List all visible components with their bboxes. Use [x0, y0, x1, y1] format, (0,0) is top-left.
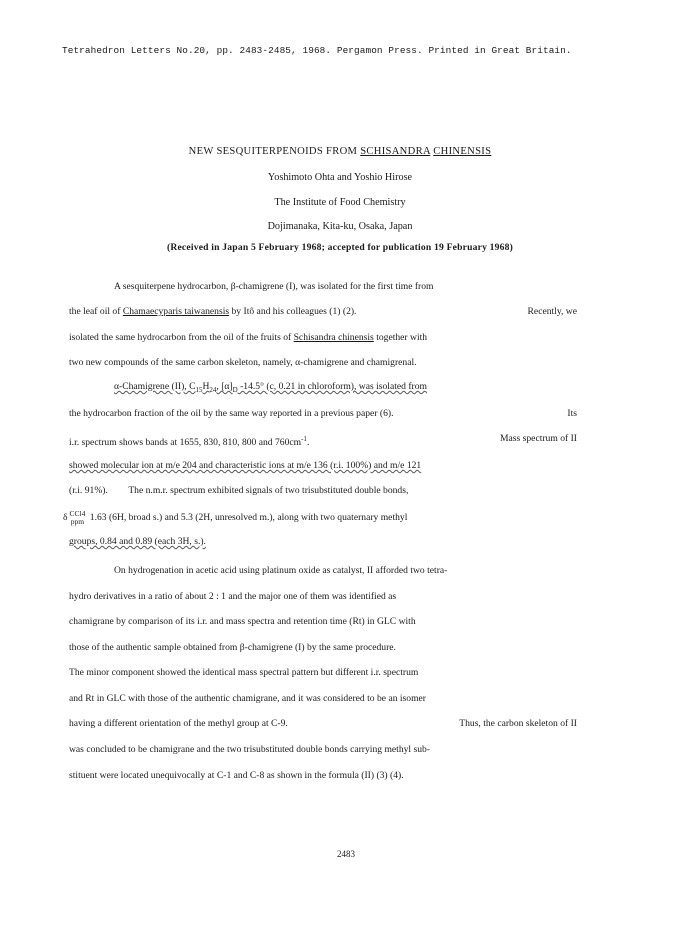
- rotation-sub-d: D: [232, 386, 238, 394]
- authors: Yoshimoto Ohta and Yoshio Hirose: [267, 172, 413, 183]
- para3-line7-a: having a different orientation of the methyl group at C-9.: [69, 718, 288, 729]
- para2-line1-b: H: [202, 381, 210, 392]
- para1-line2-c: Recently, we: [527, 306, 577, 317]
- para1-line3-b: together with: [373, 332, 428, 343]
- para1-line3: [69, 332, 427, 344]
- para1-line2: [69, 306, 577, 318]
- delta-symbol: δ: [63, 512, 68, 524]
- formula-sub-15: 15: [195, 386, 203, 394]
- address: Dojimanaka, Kita-ku, Osaka, Japan: [267, 221, 413, 232]
- para3-line3: chamigrane by comparison of its i.r. and mass spectra and retention time (Rt) in GLC with: [69, 616, 416, 627]
- institute: The Institute of Food Chemistry: [274, 197, 406, 208]
- page-number: 2483: [337, 849, 355, 859]
- para2-line5-b: The n.m.r. spectrum exhibited signals of two trisubstituted double bonds,: [128, 485, 409, 496]
- formula-sub-24: 24: [209, 386, 217, 394]
- running-header: Tetrahedron Letters No.20, pp. 2483-2485, 1968. Pergamon Press. Printed in Great Britain.: [62, 45, 572, 56]
- title-genus: SCHISANDRA: [360, 146, 431, 157]
- wavenumber-sup: -1: [301, 435, 307, 443]
- nmr-solvent-stack: [70, 510, 86, 526]
- para1-line1: A sesquiterpene hydrocarbon, β-chamigrene (I), was isolated for the first time from: [114, 281, 434, 292]
- title-species: CHINENSIS: [433, 146, 492, 157]
- species-chamaecyparis: Chamaecyparis taiwanensis: [122, 306, 230, 317]
- para2-line3-c: Mass spectrum of II: [500, 433, 577, 444]
- para2-line4: showed molecular ion at m/e 204 and characteristic ions at m/e 136 (r.i. 100%) and m/e 121: [69, 460, 422, 471]
- para2-line2-text: the hydrocarbon fraction of the oil by the same way reported in a previous paper (6).: [69, 408, 394, 419]
- para3-line9: stituent were located unequivocally at C-1 and C-8 as shown in the formula (II) (3) (4).: [69, 770, 404, 781]
- para2-line5-a: (r.i. 91%).: [69, 485, 108, 496]
- para2-line1-c: , [α]: [216, 381, 233, 392]
- nmr-solvent: CCl4: [69, 509, 86, 518]
- para3-line2: hydro derivatives in a ratio of about 2 : 1 and the major one of them was identified as: [69, 591, 397, 602]
- para3-line1: On hydrogenation in acetic acid using platinum oxide as catalyst, II afforded two tetra-: [114, 565, 448, 576]
- para2-line1-a: α-Chamigrene (II), C: [114, 381, 196, 392]
- para2-line3-a: i.r. spectrum shows bands at 1655, 830, 810, 800 and 760cm: [69, 437, 302, 448]
- para2-line3: [69, 433, 577, 449]
- para3-line7: [69, 718, 577, 730]
- para2-line6-rest: 1.63 (6H, broad s.) and 5.3 (2H, unresolved m.), along with two quaternary methyl: [87, 512, 408, 524]
- received-date: (Received in Japan 5 February 1968; accepted for publication 19 February 1968): [166, 242, 514, 253]
- para3-line6: and Rt in GLC with those of the authentic chamigrane, and it was considered to be an isomer: [69, 693, 427, 704]
- para2-line2-its: Its: [567, 408, 577, 419]
- nmr-unit: ppm: [70, 517, 85, 526]
- para2-line7: groups, 0.84 and 0.89 (each 3H, s.).: [69, 536, 206, 547]
- para3-line8: was concluded to be chamigrane and the two trisubstituted double bonds carrying methyl sub-: [69, 744, 431, 755]
- para2-line3-b: .: [306, 437, 310, 448]
- para1-line4: two new compounds of the same carbon skeleton, namely, α-chamigrene and chamigrenal.: [69, 357, 417, 368]
- para2-line1-d: -14.5° (c, 0.21 in chloroform), was isolated from: [237, 381, 427, 392]
- article-title: [0, 146, 680, 158]
- para2-line1: [114, 381, 427, 396]
- para2-line2: [69, 408, 577, 420]
- para1-line2-b: by Itô and his colleagues (1) (2).: [229, 306, 357, 317]
- para2-line6: [63, 510, 407, 526]
- para1-line3-a: isolated the same hydrocarbon from the oil of the fruits of: [69, 332, 294, 343]
- para2-line5: [69, 485, 408, 497]
- para3-line5: The minor component showed the identical mass spectral pattern but different i.r. spectrum: [69, 667, 419, 678]
- para3-line4: those of the authentic sample obtained from β-chamigrene (I) by the same procedure.: [69, 642, 396, 653]
- para3-line7-b: Thus, the carbon skeleton of II: [459, 718, 577, 729]
- para1-line2-a: the leaf oil of: [69, 306, 123, 317]
- title-prefix: NEW SESQUITERPENOIDS FROM: [188, 146, 361, 157]
- species-schisandra: Schisandra chinensis: [293, 332, 374, 343]
